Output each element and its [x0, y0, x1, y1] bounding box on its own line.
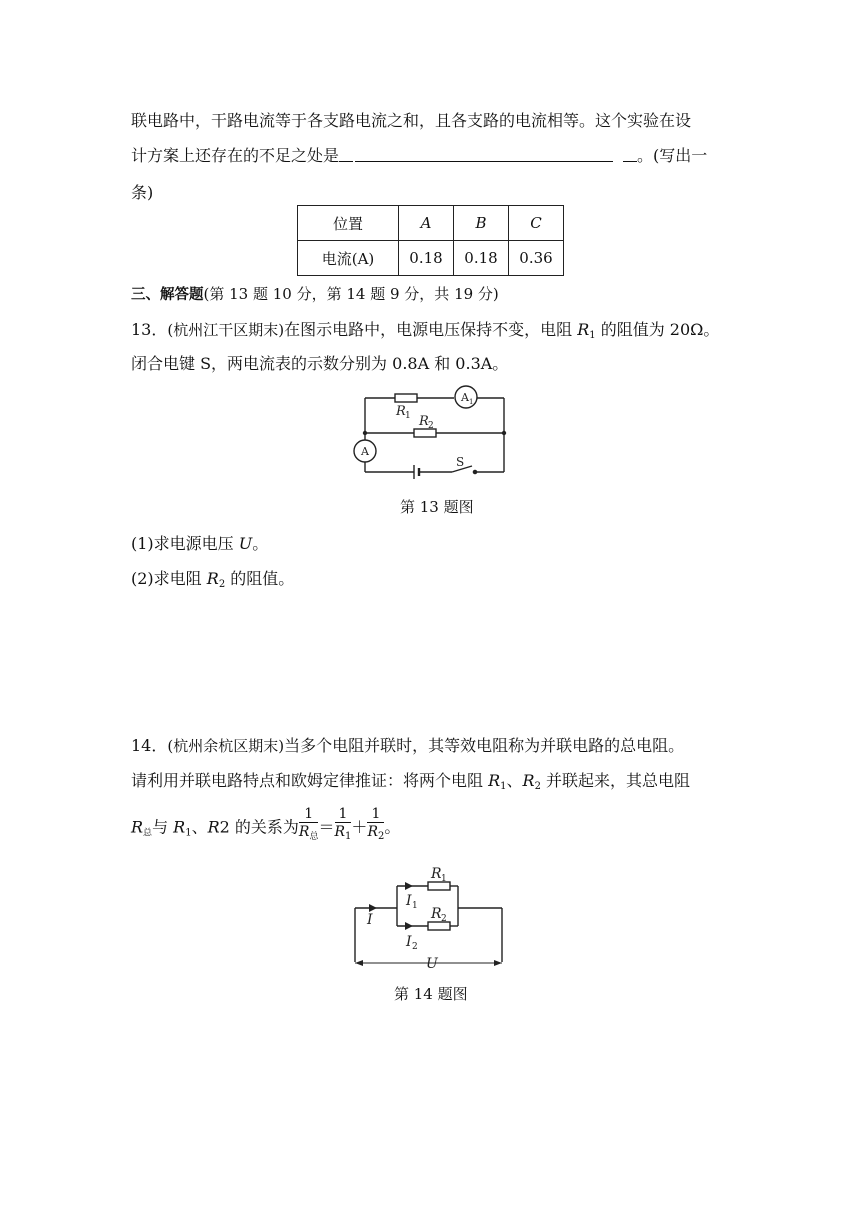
arrow-main-current [369, 904, 377, 912]
intro-line-2: 计方案上还存在的不足之处是 。(写出一 [131, 146, 708, 165]
label-a1: A [461, 391, 469, 404]
answer-blank[interactable] [355, 147, 613, 162]
label-i: I [367, 912, 373, 928]
junction-dot [502, 431, 506, 435]
q14-line-2: 请利用并联电路特点和欧姆定律推证：将两个电阻 $R_1$、$R_2$ 并联起来，其总电阻 [131, 771, 691, 792]
current-table [297, 205, 564, 276]
arrow-u-left [355, 960, 363, 966]
q14-circuit-diagram [350, 862, 510, 972]
table-row [298, 206, 564, 241]
q13-part-1: (1)求电源电压 U。 [131, 534, 269, 553]
label-i2: I [406, 934, 412, 950]
table-header-cell: 位置 [298, 206, 399, 241]
q14-caption: 第 14 题图 [394, 985, 468, 1003]
table-cell: 0.18 [454, 241, 509, 276]
fraction-total: $\frac{1}{R_总}$ [298, 806, 319, 842]
fraction-r2: $\frac{1}{R_2}$ [367, 806, 385, 842]
table-cell: 0.36 [509, 241, 564, 276]
arrow-i2 [405, 922, 413, 930]
label-r2: R [419, 414, 429, 429]
q13-part-2: (2)求电阻 $R_2$ 的阻值。 [131, 569, 295, 590]
label-r1-sub: 1 [441, 874, 447, 884]
label-a1-sub: 1 [469, 398, 474, 406]
label-r2-sub: 2 [428, 421, 434, 431]
q13-caption: 第 13 题图 [400, 498, 474, 516]
label-r1: R [431, 866, 442, 882]
arrow-u-right [494, 960, 502, 966]
label-i2-sub: 2 [412, 942, 418, 952]
table-header-cell: C [509, 206, 564, 241]
intro-line-3: 条) [131, 183, 154, 202]
table-cell: 0.18 [399, 241, 454, 276]
section-heading: 三、解答题(第 13 题 10 分，第 14 题 9 分，共 19 分) [131, 285, 499, 303]
table-header-cell: A [399, 206, 454, 241]
fraction-r1: $\frac{1}{R_1}$ [334, 806, 352, 842]
label-i1: I [406, 893, 412, 909]
label-r2-sub: 2 [441, 914, 447, 924]
arrow-i1 [405, 882, 413, 890]
resistor-r1 [395, 394, 417, 402]
table-cell: 电流(A) [298, 241, 399, 276]
q14-line-3: $R_总$与 $R_1$、R2 的关系为 $\frac{1}{R_总}$ ＝ $\frac{1}{R_1}$ ＋ $\frac{1}{R_2}$ 。 [131, 808, 400, 848]
label-u: U [426, 956, 438, 972]
label-s: S [456, 455, 465, 469]
q13-line-1: 13．(杭州江干区期末)在图示电路中，电源电压保持不变，电阻 $R_1$ 的阻值为 20Ω。 [131, 320, 720, 341]
junction-dot [363, 431, 367, 435]
label-r1-sub: 1 [405, 411, 411, 421]
table-header-cell: B [454, 206, 509, 241]
label-r1: R [396, 404, 406, 419]
label-r2: R [431, 906, 442, 922]
table-row [298, 241, 564, 276]
label-a: A [361, 445, 369, 458]
intro-line-1: 联电路中，干路电流等于各支路电流之和，且各支路的电流相等。这个实验在设 [131, 111, 692, 130]
answer-blank-lead [339, 147, 353, 162]
answer-blank-tail [623, 147, 637, 162]
label-i1-sub: 1 [412, 901, 418, 911]
q14-line-1: 14．(杭州余杭区期末)当多个电阻并联时，其等效电阻称为并联电路的总电阻。 [131, 736, 685, 755]
q13-line-2: 闭合电键 S，两电流表的示数分别为 0.8A 和 0.3A。 [131, 354, 509, 373]
q13-circuit-diagram [350, 382, 520, 478]
